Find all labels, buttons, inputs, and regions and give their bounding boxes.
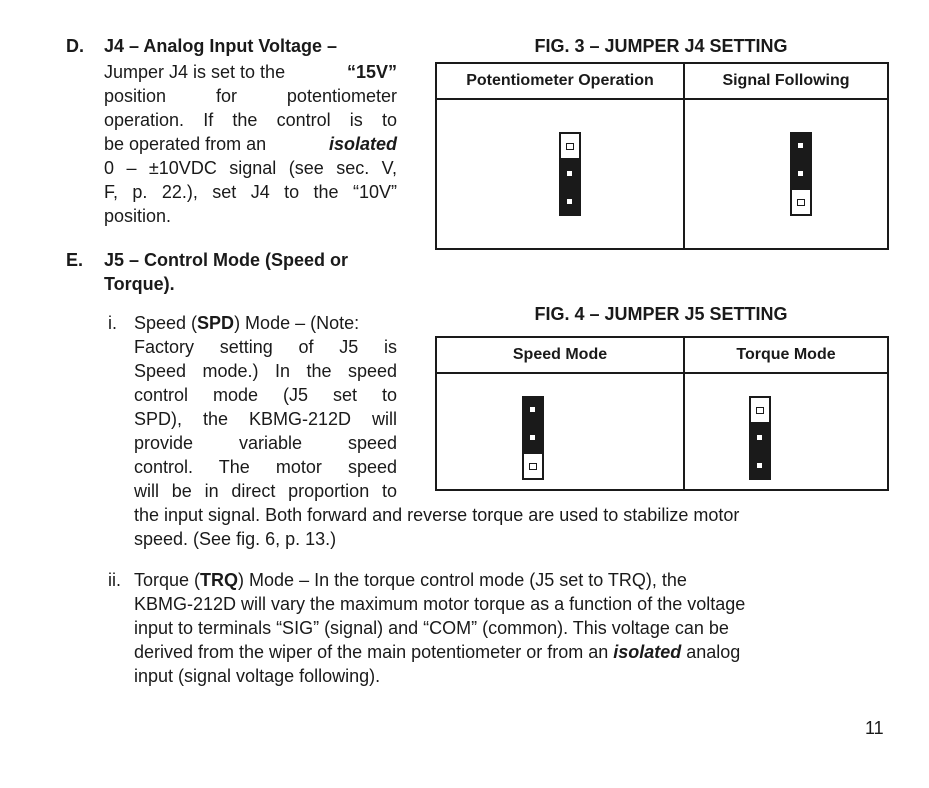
section-e-letter: E. [66,250,84,270]
fig4-torque-cell [684,373,888,490]
item-i-line-2: Factory setting of J5 is [134,337,397,357]
jumper-shorted-pin [749,452,771,480]
item-i-numeral: i. [108,313,117,333]
jumper-j5-torque-icon [749,396,771,481]
text-isolated: isolated [328,134,397,154]
jumper-open-pin [790,188,812,216]
section-d-line-1 [104,60,397,84]
item-ii-line-2: KBMG-212D will vary the maximum motor torque as a function of the voltage [134,594,746,614]
section-d-line-6: F, p. 22.), set J4 to the “10V” [104,182,397,202]
item-i-line-5: SPD), the KBMG-212D will [134,409,397,429]
item-ii-numeral: ii. [108,570,121,590]
jumper-shorted-pin [522,424,544,452]
section-d-letter: D. [66,36,84,56]
fig3-col2-header: Signal Following [684,63,888,99]
section-d-line-5: 0 – ±10VDC signal (see sec. V, [104,158,397,178]
fig4-speed-cell [436,373,684,490]
item-ii-line-3: input to terminals “SIG” (signal) and “COM” (common). This voltage can be [134,618,729,638]
item-i-line-6: provide variable speed [134,433,397,453]
item-ii-line-4: derived from the wiper of the main potentiometer or from an isolated analog [134,642,741,662]
jumper-shorted-pin [559,160,581,188]
fig3-title: FIG. 3 – JUMPER J4 SETTING [534,36,788,56]
fig4-title: FIG. 4 – JUMPER J5 SETTING [534,304,788,324]
fig3-col1-header: Potentiometer Operation [436,63,684,99]
fig3-potentiometer-cell [436,99,684,249]
section-d-line-3: operation. If the control is to [104,110,397,130]
section-e-heading-line2: Torque). [104,274,175,294]
item-i-body [134,311,397,503]
jumper-shorted-pin [749,424,771,452]
fig4-col2-header: Torque Mode [684,337,888,373]
item-i-line-1: Speed (SPD) Mode – (Note: [134,313,360,333]
item-ii-line-1: Torque (TRQ) Mode – In the torque control mode (J5 set to TRQ), the [134,570,687,590]
fig4-col1-header: Speed Mode [436,337,684,373]
text-15v: “15V” [346,62,397,82]
item-i-line-4: control mode (J5 set to [134,385,397,405]
item-i-cont-line-1: the input signal. Both forward and reverse torque are used to stabilize motor [134,505,740,525]
fig3-table [435,62,889,250]
item-i-line-8: will be in direct proportion to [134,481,397,501]
section-e-heading-line1: J5 – Control Mode (Speed or [104,250,349,270]
fig3-signal-cell [684,99,888,249]
section-d-line-4 [104,132,397,156]
jumper-j5-speed-icon [522,396,544,481]
jumper-shorted-pin [790,160,812,188]
item-i-line-3: Speed mode.) In the speed [134,361,397,381]
jumper-open-pin [559,132,581,160]
jumper-shorted-pin [559,188,581,216]
jumper-j4-pot-icon [559,132,581,217]
text: be operated from an [104,134,267,154]
jumper-shorted-pin [522,396,544,424]
jumper-shorted-pin [790,132,812,160]
section-d-body [104,60,397,228]
jumper-j4-signal-icon [790,132,812,217]
item-ii-body [134,568,886,688]
fig4-table [435,336,889,491]
jumper-open-pin [522,452,544,480]
text: Jumper J4 is set to the [104,62,286,82]
section-d-heading: J4 – Analog Input Voltage – [104,36,338,56]
page-number: 11 [865,718,884,738]
item-ii-line-5: input (signal voltage following). [134,666,381,686]
jumper-open-pin [749,396,771,424]
item-i-cont-line-2: speed. (See fig. 6, p. 13.) [134,529,337,549]
section-d-line-2: position for potentiometer [104,86,397,106]
item-i-line-7: control. The motor speed [134,457,397,477]
section-d-line-7: position. [104,206,172,226]
item-i-continuation [134,503,886,551]
